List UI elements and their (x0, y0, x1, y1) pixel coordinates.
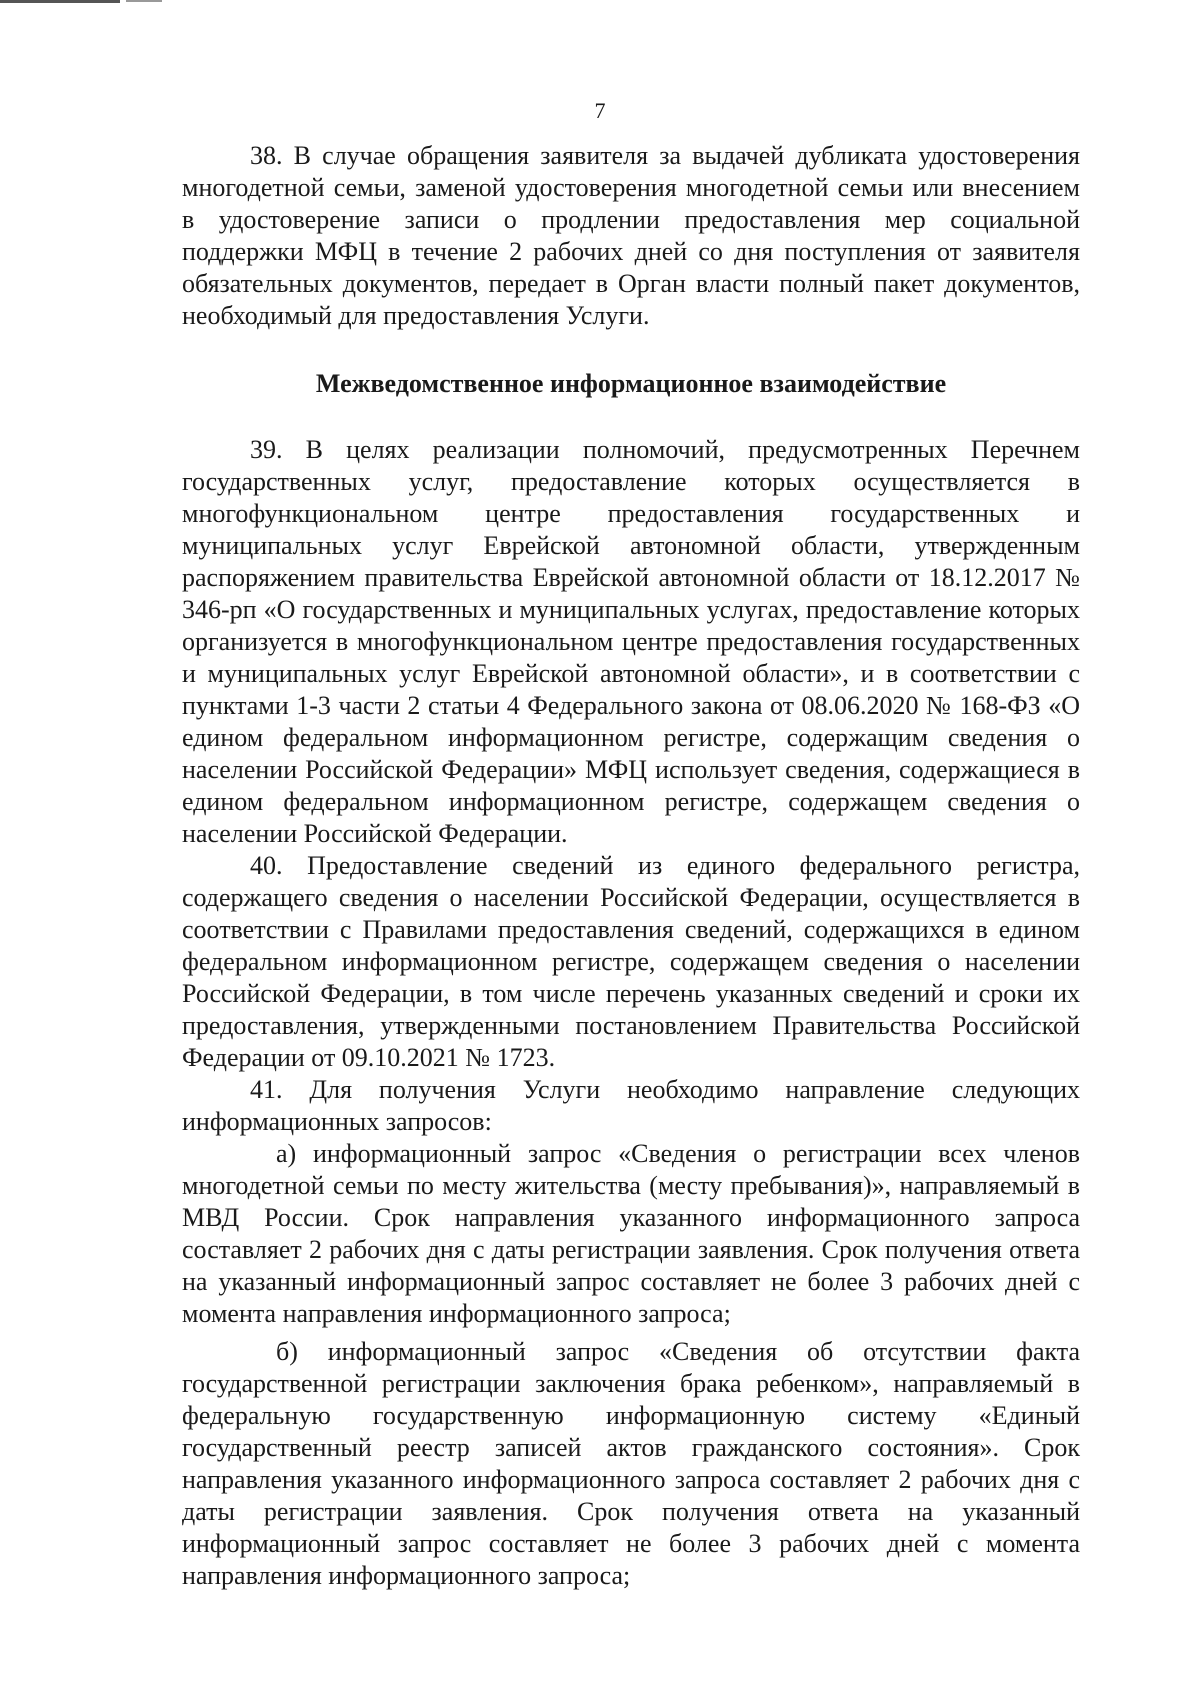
page-number: 7 (594, 98, 606, 123)
sub-item-a: а) информационный запрос «Сведения о регистрации всех членов многодетной семьи по месту жительства (месту пребывания)», направляемый в МВД России. Срок направления указанного информационного запроса составляет 2 рабочих дня с даты регистрации заявления. Срок получения ответа на указанный информационный запрос составляет не более 3 рабочих дней с момента направления информационного запроса; (182, 1139, 1080, 1328)
scan-edge-mark (0, 0, 120, 3)
document-body (182, 140, 1080, 1592)
paragraph-40: 40. Предоставление сведений из единого федерального регистра, содержащего сведения о населении Российской Федерации, осуществляется в соответствии с Правилами предоставления сведений, содержащихся в едином федеральном информационном регистре, содержащем сведения о населении Российской Федерации, в том числе перечень указанных сведений и сроки их предоставления, утвержденными постановлением Правительства Российской Федерации от 09.10.2021 № 1723. (182, 851, 1080, 1072)
section-heading: Межведомственное информационное взаимодействие (315, 369, 947, 398)
sub-item-b: б) информационный запрос «Сведения об отсутствии факта государственной регистрации заключения брака ребенком», направляемый в федеральную государственную информационную систему «Единый государственный реестр записей актов гражданского состояния». Срок направления указанного информационного запроса составляет 2 рабочих дня с даты регистрации заявления. Срок получения ответа на указанный информационный запрос составляет не более 3 рабочих дней с момента направления информационного запроса; (182, 1337, 1080, 1590)
paragraph-39: 39. В целях реализации полномочий, предусмотренных Перечнем государственных услуг, предоставление которых осуществляется в многофункциональном центре предоставления государственных и муниципальных услуг Еврейской автономной области, утвержденным распоряжением правительства Еврейской автономной области от 18.12.2017 № 346-рп «О государственных и муниципальных услугах, предоставление которых организуется в многофункциональном центре предоставления государственных и муниципальных услуг Еврейской автономной области», и в соответствии с пунктами 1-3 части 2 статьи 4 Федерального закона от 08.06.2020 № 168-ФЗ «О едином федеральном информационном регистре, содержащим сведения о населении Российской Федерации» МФЦ использует сведения, содержащиеся в едином федеральном информационном регистре, содержащем сведения о населении Российской Федерации. (182, 435, 1080, 848)
paragraph-38: 38. В случае обращения заявителя за выдачей дубликата удостоверения многодетной семьи, заменой удостоверения многодетной семьи или внесением в удостоверение записи о продлении предоставления мер социальной поддержки МФЦ в течение 2 рабочих дней со дня поступления от заявителя обязательных документов, передает в Орган власти полный пакет документов, необходимый для предоставления Услуги. (182, 141, 1080, 330)
scan-edge-mark-small (126, 0, 162, 2)
paragraph-41: 41. Для получения Услуги необходимо направление следующих информационных запросов: (182, 1075, 1080, 1136)
